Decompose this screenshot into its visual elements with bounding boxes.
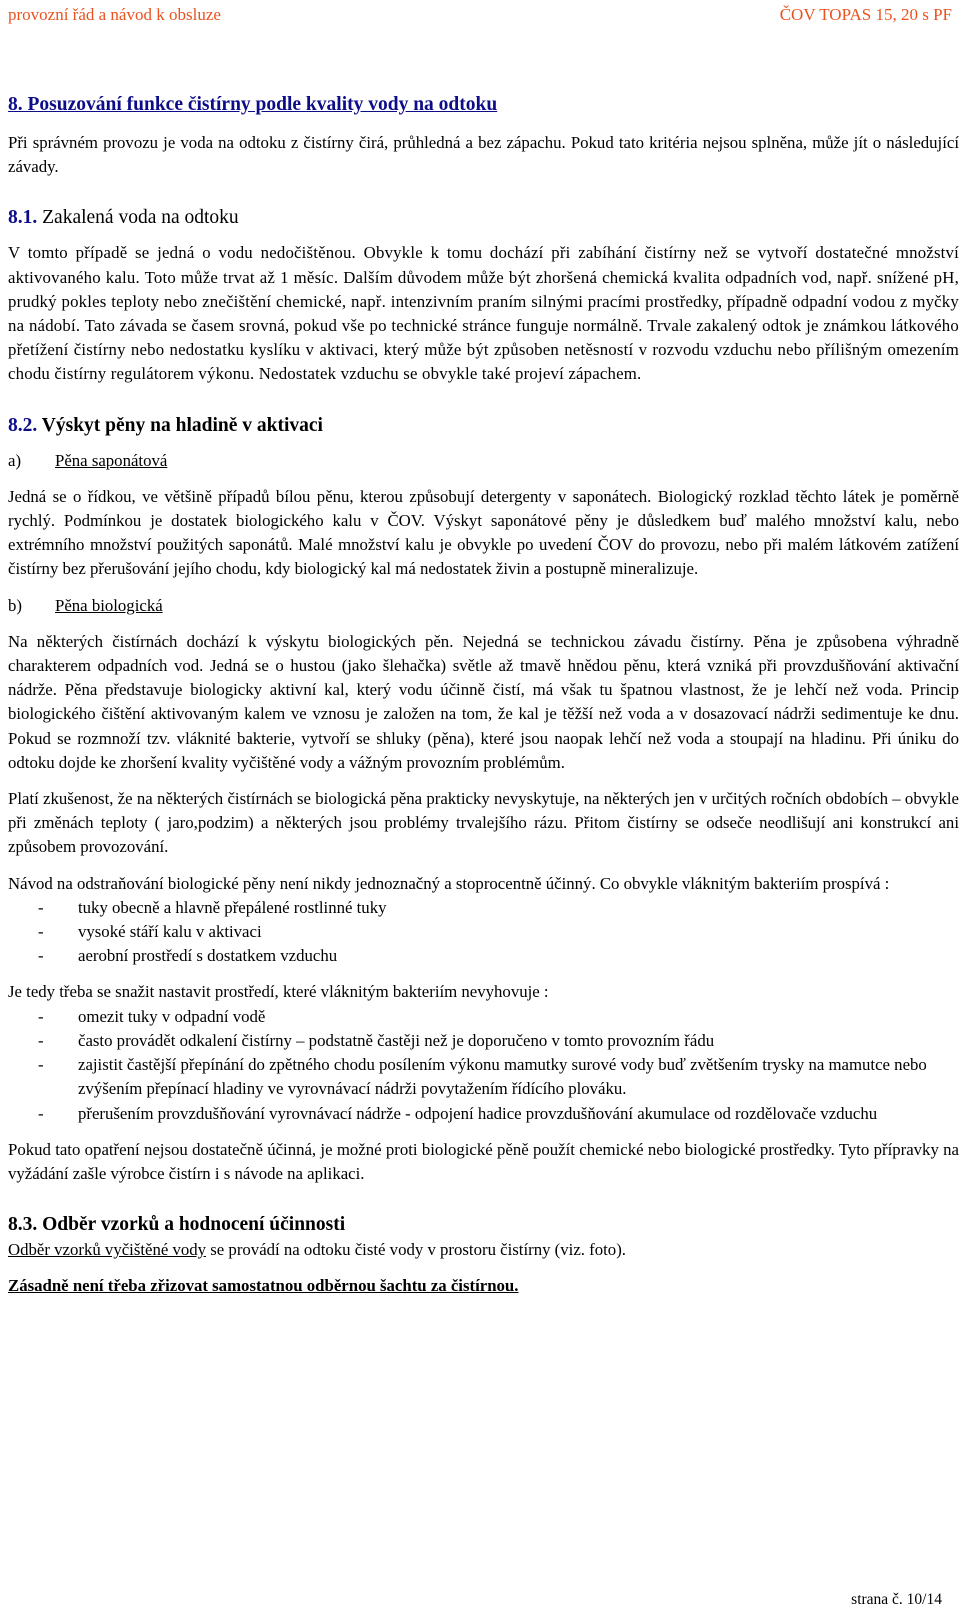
subsection-b-text-4: Je tedy třeba se snažit nastavit prostředí, které vláknitým bakteriím nevyhovuje : <box>8 982 549 1002</box>
list-item: - často provádět odkalení čistírny – podstatně častěji než je doporučeno v tomto provozním řádu <box>8 1029 959 1053</box>
subsection-b-letter: b) <box>8 595 22 615</box>
list-item: - aerobní prostředí s dostatkem vzduchu <box>8 944 959 968</box>
page-number: strana č. 10/14 <box>851 1591 942 1608</box>
header-left: provozní řád a návod k obsluze <box>8 5 221 24</box>
subsection-b-title: Pěna biologická <box>55 595 163 615</box>
subsection-a-title: Pěna saponátová <box>55 450 168 470</box>
sampling-link-text: Odběr vzorků vyčištěné vody <box>8 1240 207 1260</box>
section-8-3-paragraph <box>8 1238 959 1262</box>
section-8-2-number: 8.2. <box>8 414 38 436</box>
section-8-intro: Při správném provozu je voda na odtoku z čistírny čirá, průhledná a bez zápachu. Pokud tato kritéria nejsou splněna, může jít o následující závady. <box>8 133 959 177</box>
list-item: - přerušením provzdušňování vyrovnávací nádrže - odpojení hadice provzdušňování akumulace od rozdělovače vzduchu <box>8 1102 959 1126</box>
list-item: - omezit tuky v odpadní vodě <box>8 1005 959 1029</box>
section-8-3-note: Zásadně není třeba zřizovat samostatnou odběrnou šachtu za čistírnou. <box>8 1276 519 1296</box>
document-body <box>8 92 959 1299</box>
section-8-3-title: 8.3. Odběr vzorků a hodnocení účinnosti <box>8 1214 346 1236</box>
list-item-text: zajistit častější přepínání do zpětného chodu posílením výkonu mamutky surové vody buď zvětšením trysky na mamutce nebo zvýšením přepínací hladiny ve vyrovnávací nádrži povytažením řídícího plováku. <box>78 1055 927 1099</box>
section-8-1-paragraph: V tomto případě se jedná o vodu nedočištěnou. Obvykle k tomu dochází při zabíhání čistírny než se vytvoří dostatečné množství aktivovaného kalu. Toto může trvat až 1 měsíc. Dalším důvodem může být zhoršená chemická kvalita odpadních vod, např. snížené pH, prudký pokles teploty nebo znečištění chemické, např. intenzivním praním silnými pracími prostředky, případně odpadní vodou z myčky na nádobí. Tato závada se časem srovná, pokud vše po technické stránce funguje normálně. Trvale zakalený odtok je známkou látkového přetížení čistírny nebo nedostatku kyslíku v aktivaci, který může být způsoben netěsností v rozvodu vzduchu nebo přílišným omezením chodu čistírny regulátorem výkonu. Nedostatek vzduchu se obvykle také projeví zápachem. <box>8 243 959 384</box>
subsection-a-letter: a) <box>8 450 22 470</box>
subsection-a-label <box>8 449 959 473</box>
list-item-text: tuky obecně a hlavně přepálené rostlinné tuky <box>78 897 387 917</box>
list-item: - zajistit častější přepínání do zpětného chodu posílením výkonu mamutky surové vody buď zvětšením trysky na mamutce nebo zvýšením přepínací hladiny ve vyrovnávací nádrži povytažením řídícího plováku. <box>8 1053 959 1101</box>
list-item: - vysoké stáří kalu v aktivaci <box>8 920 959 944</box>
list-item-text: omezit tuky v odpadní vodě <box>78 1006 266 1026</box>
list-item-text: často provádět odkalení čistírny – podstatně častěji než je doporučeno v tomto provozním řádu <box>78 1030 715 1050</box>
subsection-a-text: Jedná se o řídkou, ve většině případů bílou pěnu, kterou způsobují detergenty v saponátech. Biologický rozklad těchto látek je poměrně rychlý. Podmínkou je dostatek biologického kalu v ČOV. Výskyt saponátové pěny je důsledkem buď malého množství kalu, nebo extrémního množství použitých saponátů. Malé množství kalu je obvykle po uvedení ČOV do provozu, nebo při malém látkovém zatížení čistírny bez přerušování jejího chodu, kdy biologický kal má nedostatek živin a postupně mineralizuje. <box>8 486 959 579</box>
section-8-1-title: Zakalená voda na odtoku <box>42 207 239 229</box>
subsection-b-text-3: Návod na odstraňování biologické pěny není nikdy jednoznačný a stoprocentně účinný. Co obvykle vláknitým bakteriím prospívá : <box>8 873 890 893</box>
section-8-2-heading <box>8 413 959 439</box>
measures-list <box>8 1005 959 1126</box>
list-item-text: aerobní prostředí s dostatkem vzduchu <box>78 946 338 966</box>
subsection-b-text-2: Platí zkušenost, že na některých čistírnách se biologická pěna prakticky nevyskytuje, na některých jen v určitých ročních obdobích – obvykle při změnách teploty ( jaro,podzim) a některých jsou problémy trvalejšího rázu. Přitom čistírny se odseče neodlišují ani konstrukcí ani způsobem provozování. <box>8 789 959 857</box>
subsection-b-text-5: Pokud tato opatření nejsou dostatečně účinná, je možné proti biologické pěně použít chemické nebo biologické prostředky. Tyto přípravky na vyžádání zašle výrobce čistírn i s návode na aplikaci. <box>8 1139 959 1183</box>
section-8-1-number: 8.1. <box>8 207 38 229</box>
section-8-title: 8. Posuzování funkce čistírny podle kvality vody na odtoku <box>8 94 498 115</box>
page-header <box>8 5 952 25</box>
bacteria-favor-list <box>8 896 959 969</box>
subsection-b-text-1: Na některých čistírnách dochází k výskytu biologických pěn. Nejedná se technickou závadu čistírny. Pěna je způsobena výhradně charakterem odpadních vod. Jedná se o hustou (jako šlehačka) světle až tmavě hnědou pěnu, která vzniká při provzdušňování aktivační nádrže. Pěna představuje biologicky aktivní kal, který vodu účinně čistí, má však tu špatnou vlastnost, že je lehčí než voda. Princip biologického čištění aktivovaným kalem ve vznosu je založen na tom, že kal je těžší než voda a v dosazovací nádrži sedimentuje ke dnu. Pokud se rozmnoží tzv. vláknité bakterie, vytvoří se shluky (pěna), které jsou naopak lehčí než voda a stoupají na hladinu. Při úniku do odtoku dojde ke zhoršení kvality vyčištěné vody a vážným provozním problémům. <box>8 631 959 772</box>
section-8-1-heading <box>8 205 959 231</box>
list-item-text: vysoké stáří kalu v aktivaci <box>78 922 262 942</box>
subsection-b-label <box>8 594 959 618</box>
header-right: ČOV TOPAS 15, 20 s PF <box>779 5 952 24</box>
section-8-2-title: Výskyt pěny na hladině v aktivaci <box>41 414 323 436</box>
list-item-text: přerušením provzdušňování vyrovnávací nádrže - odpojení hadice provzdušňování akumulace od rozdělovače vzduchu <box>78 1103 878 1123</box>
sampling-rest-text: se provádí na odtoku čisté vody v prostoru čistírny (viz. foto). <box>206 1240 626 1260</box>
list-item: - tuky obecně a hlavně přepálené rostlinné tuky <box>8 896 959 920</box>
